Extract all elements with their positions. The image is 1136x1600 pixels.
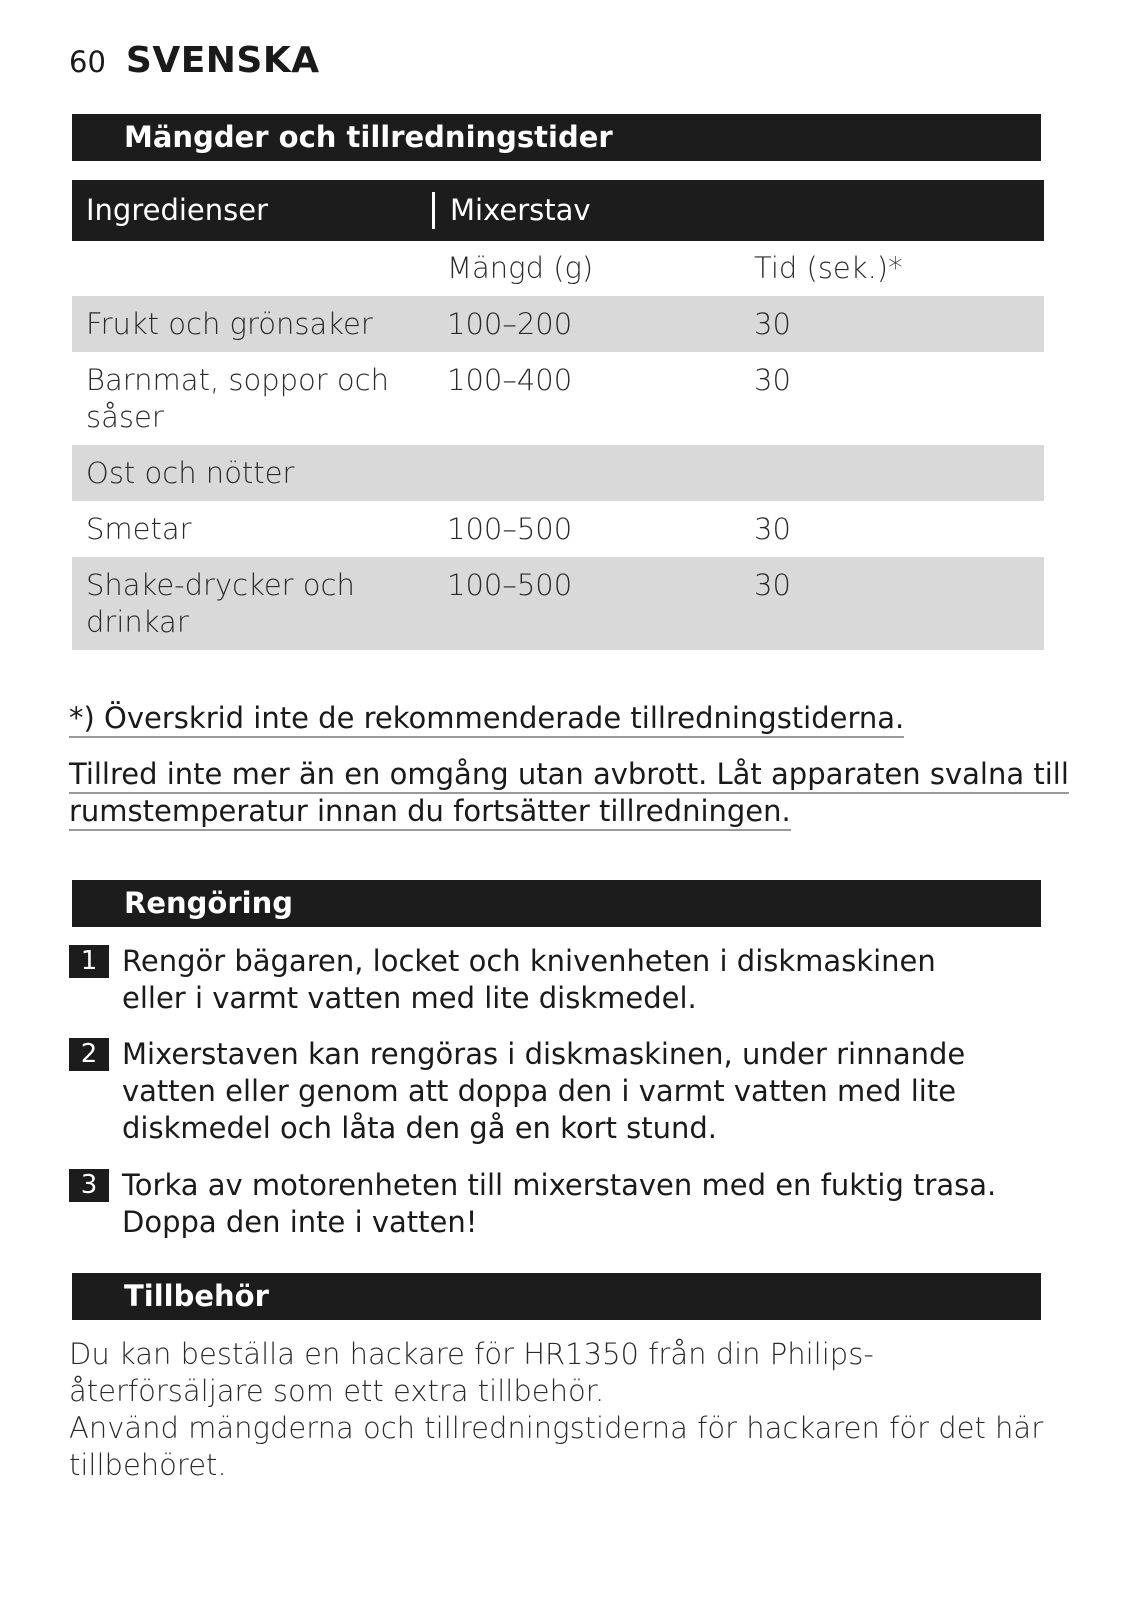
warning-line-1: Tillred inte mer än en omgång utan avbrott. Låt apparaten svalna till — [69, 757, 1069, 794]
time-cell: 30 — [754, 363, 791, 397]
step-number: 2 — [69, 1038, 109, 1071]
ingredient-cell: Smetar — [86, 511, 192, 546]
footnote-text: *) Överskrid inte de rekommenderade tillredningstiderna. — [69, 701, 904, 738]
table-row — [72, 445, 1044, 501]
language-title: SVENSKA — [125, 40, 320, 81]
page-number: 60 — [69, 45, 106, 79]
section-header-accessories: Tillbehör — [72, 1273, 1041, 1320]
ingredient-cell: Shake-drycker och drinkar — [86, 568, 355, 639]
column-header-ingredients: Ingredienser — [86, 193, 269, 227]
accessories-paragraph-1: Du kan beställa en hackare för HR1350 från din Philips-återförsäljare som ett extra tillbehör. — [69, 1337, 874, 1408]
subheader-time: Tid (sek.)* — [754, 251, 903, 285]
table-row — [72, 557, 1044, 650]
amount-cell: 100–500 — [447, 568, 573, 602]
warning-line-2: rumstemperatur innan du fortsätter tillredningen. — [69, 794, 791, 831]
warning-note — [69, 756, 1069, 830]
table-row — [72, 296, 1044, 352]
step-number: 3 — [69, 1169, 109, 1202]
page-header — [69, 40, 320, 84]
step-text: Torka av motorenheten till mixerstaven med en fuktig trasa. Doppa den inte i vatten! — [122, 1168, 997, 1239]
cleaning-step — [69, 1036, 1041, 1147]
ingredient-cell: Barnmat, soppor och såser — [86, 363, 389, 434]
amount-cell: 100–400 — [447, 363, 573, 397]
time-cell: 30 — [754, 306, 791, 341]
table-row — [72, 501, 1044, 557]
quantities-table — [72, 180, 1044, 650]
column-header-appliance: Mixerstav — [432, 192, 737, 229]
step-text: Rengör bägaren, locket och knivenheten i diskmaskinen eller i varmt vatten med lite diskmedel. — [122, 944, 936, 1015]
table-header-row — [72, 180, 1044, 241]
accessories-text — [69, 1336, 1049, 1484]
cleaning-step — [69, 943, 1041, 1017]
step-number: 1 — [69, 945, 109, 978]
table-row — [72, 352, 1044, 445]
amount-cell: 100–200 — [447, 306, 573, 341]
time-cell: 30 — [754, 511, 791, 546]
section-header-quantities: Mängder och tillredningstider — [72, 114, 1041, 161]
table-subheader-row — [72, 241, 1044, 296]
subheader-amount: Mängd (g) — [447, 251, 594, 285]
cleaning-step — [69, 1167, 1041, 1241]
ingredient-cell: Ost och nötter — [86, 455, 295, 490]
ingredient-cell: Frukt och grönsaker — [86, 306, 373, 341]
accessories-paragraph-2: Använd mängderna och tillredningstiderna för hackaren för det här tillbehöret. — [69, 1411, 1044, 1482]
amount-cell: 100–500 — [447, 511, 573, 546]
step-text: Mixerstaven kan rengöras i diskmaskinen, under rinnande vatten eller genom att doppa den i varmt vatten med lite diskmedel och låta den gå en kort stund. — [122, 1037, 966, 1145]
section-header-cleaning: Rengöring — [72, 880, 1041, 927]
time-cell: 30 — [754, 568, 791, 602]
footnote — [69, 700, 904, 737]
